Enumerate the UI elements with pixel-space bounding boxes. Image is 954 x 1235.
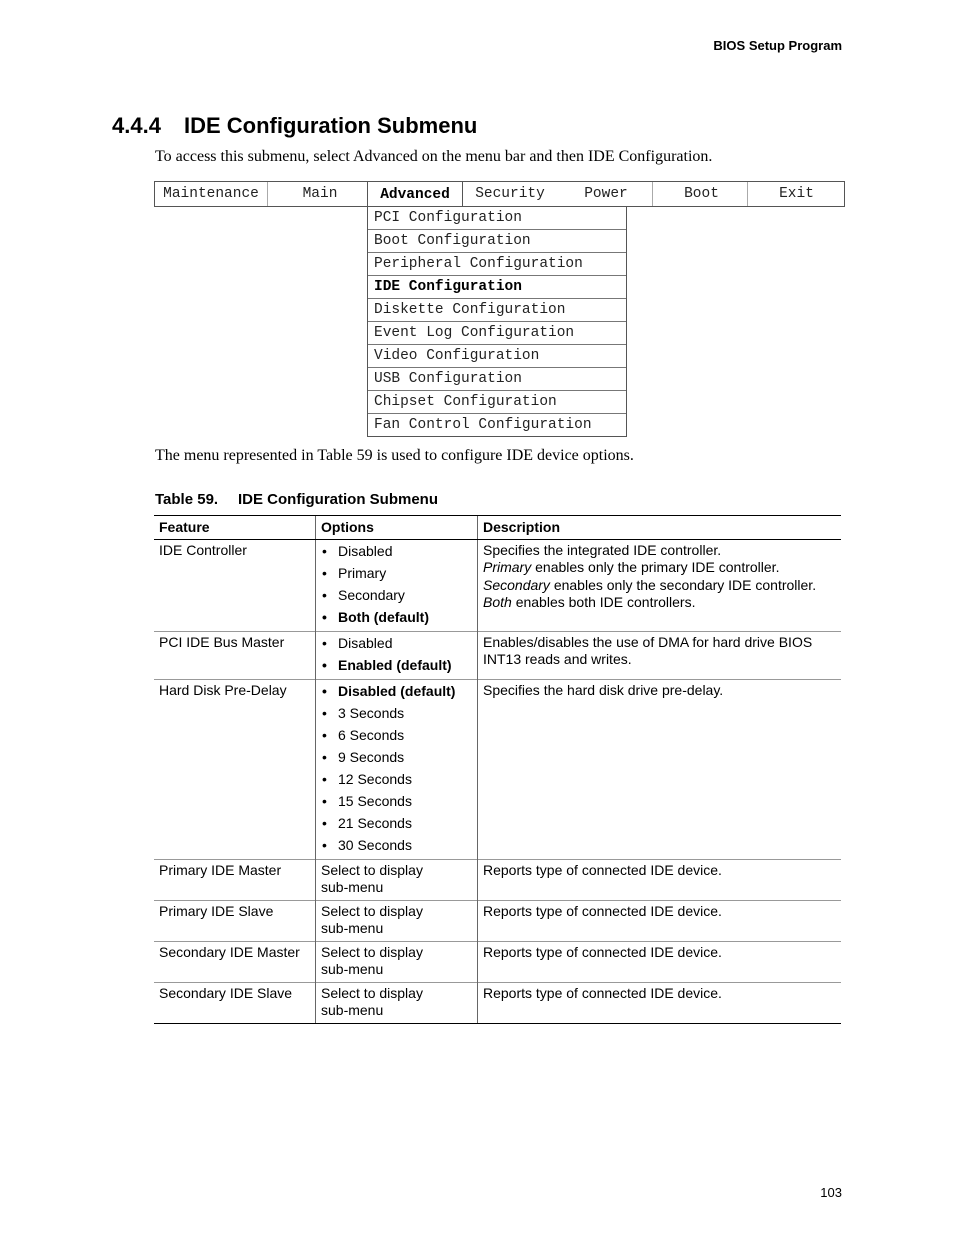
table-header-row (154, 516, 841, 540)
submenu-item-boot-configuration[interactable]: Boot Configuration (368, 229, 626, 252)
options-text-line: Select to display (321, 861, 423, 878)
table-caption-number: Table 59. (155, 491, 219, 508)
intro-paragraph: To access this submenu, select Advanced on the menu bar and then IDE Configuration. (155, 148, 713, 165)
menu-tab-main[interactable]: Main (302, 186, 338, 202)
header-options: Options (316, 516, 478, 540)
submenu-item-usb-configuration[interactable]: USB Configuration (368, 367, 626, 390)
options-cell (316, 900, 478, 941)
menu-separator (747, 182, 748, 206)
feature-cell: Primary IDE Slave (154, 900, 316, 941)
description-line (483, 634, 836, 669)
description-text: Reports type of connected IDE device. (483, 984, 722, 1001)
menu-separator (267, 182, 268, 206)
submenu-item-ide-configuration[interactable]: IDE Configuration (368, 275, 626, 298)
description-line (483, 577, 836, 595)
table-row (154, 941, 841, 982)
feature-cell: IDE Controller (154, 539, 316, 631)
bios-menu-bar (154, 181, 845, 207)
option-item: • Primary (321, 562, 472, 584)
table-row (154, 982, 841, 1023)
description-text: Enables/disables the use of DMA for hard drive BIOS INT13 reads and writes. (483, 633, 813, 667)
submenu-item-peripheral-configuration[interactable]: Peripheral Configuration (368, 252, 626, 275)
option-item: • Both (default) (321, 606, 472, 628)
table-reference-paragraph: The menu represented in Table 59 is used to configure IDE device options. (155, 447, 634, 464)
feature-cell: Primary IDE Master (154, 859, 316, 900)
table-row (154, 859, 841, 900)
description-cell (478, 900, 842, 941)
description-cell (478, 631, 842, 679)
option-item: • 21 Seconds (321, 812, 472, 834)
advanced-submenu (367, 206, 627, 437)
options-text-line: sub-menu (321, 961, 384, 977)
description-line (483, 559, 836, 577)
description-line (483, 594, 836, 612)
description-cell (478, 982, 842, 1023)
option-item: • 9 Seconds (321, 746, 472, 768)
section-title (112, 113, 477, 139)
table-row (154, 679, 841, 859)
feature-cell: Hard Disk Pre-Delay (154, 679, 316, 859)
table-caption-title: IDE Configuration Submenu (238, 491, 438, 508)
description-cell (478, 859, 842, 900)
description-line (483, 682, 836, 700)
submenu-item-fan-control-configuration[interactable]: Fan Control Configuration (368, 413, 626, 436)
description-text: Specifies the integrated IDE controller. (483, 541, 722, 558)
description-emphasis: Primary (483, 559, 532, 575)
feature-cell: PCI IDE Bus Master (154, 631, 316, 679)
options-list (321, 540, 472, 628)
options-text-line: sub-menu (321, 920, 384, 936)
option-item: • 3 Seconds (321, 702, 472, 724)
description-line (483, 542, 836, 560)
description-emphasis: Secondary (483, 576, 550, 593)
running-header: BIOS Setup Program (713, 38, 842, 53)
options-cell (316, 679, 478, 859)
option-item: • 6 Seconds (321, 724, 472, 746)
description-text: Reports type of connected IDE device. (483, 861, 722, 878)
description-text: enables only the primary IDE controller. (531, 559, 780, 575)
menu-tab-exit[interactable]: Exit (779, 186, 814, 202)
feature-cell: Secondary IDE Master (154, 941, 316, 982)
header-feature: Feature (154, 516, 316, 540)
options-text-line: Select to display (321, 984, 423, 1001)
menu-tab-advanced[interactable]: Advanced (380, 187, 450, 203)
table-row (154, 900, 841, 941)
description-line (483, 862, 836, 880)
table-row (154, 631, 841, 679)
section-number: 4.4.4 (112, 113, 161, 138)
option-item: • 15 Seconds (321, 790, 472, 812)
option-item: • Disabled (321, 540, 472, 562)
description-emphasis: Both (483, 594, 512, 610)
table-row (154, 539, 841, 631)
options-cell (316, 539, 478, 631)
options-text-line: Select to display (321, 943, 423, 960)
description-line (483, 903, 836, 921)
option-item: • 30 Seconds (321, 834, 472, 856)
submenu-item-pci-configuration[interactable]: PCI Configuration (374, 210, 522, 226)
options-list (321, 680, 472, 856)
page-number: 103 (820, 1185, 842, 1200)
description-text: Reports type of connected IDE device. (483, 943, 722, 960)
option-item: • 12 Seconds (321, 768, 472, 790)
feature-cell: Secondary IDE Slave (154, 982, 316, 1023)
section-title-text: IDE Configuration Submenu (184, 113, 478, 138)
options-cell (316, 982, 478, 1023)
option-item: • Disabled (321, 632, 472, 654)
description-line (483, 985, 836, 1003)
description-cell (478, 539, 842, 631)
option-item: • Enabled (default) (321, 654, 472, 676)
submenu-item-chipset-configuration[interactable]: Chipset Configuration (368, 390, 626, 413)
menu-tab-security[interactable]: Security (475, 186, 545, 202)
options-cell (316, 941, 478, 982)
submenu-item-diskette-configuration[interactable]: Diskette Configuration (368, 298, 626, 321)
option-item: • Secondary (321, 584, 472, 606)
menu-tab-maintenance[interactable]: Maintenance (163, 186, 259, 202)
description-line (483, 944, 836, 962)
header-description: Description (478, 516, 842, 540)
submenu-item-video-configuration[interactable]: Video Configuration (368, 344, 626, 367)
options-list (321, 632, 472, 676)
description-cell (478, 941, 842, 982)
description-text: enables only the secondary IDE controller. (549, 576, 817, 593)
description-text: Specifies the hard disk drive pre-delay. (483, 681, 724, 698)
description-text: enables both IDE controllers. (511, 594, 696, 610)
menu-separator (652, 182, 653, 206)
description-cell (478, 679, 842, 859)
description-text: Reports type of connected IDE device. (483, 902, 722, 919)
submenu-item-event-log-configuration[interactable]: Event Log Configuration (368, 321, 626, 344)
options-cell (316, 631, 478, 679)
option-item: • Disabled (default) (321, 680, 472, 702)
menu-tab-power[interactable]: Power (584, 186, 628, 202)
menu-tab-boot[interactable]: Boot (684, 186, 719, 202)
options-cell (316, 859, 478, 900)
ide-configuration-table (154, 515, 841, 1024)
options-text-line: sub-menu (321, 1002, 384, 1018)
table-caption (155, 491, 438, 508)
options-text-line: Select to display (321, 902, 423, 919)
options-text-line: sub-menu (321, 879, 384, 895)
